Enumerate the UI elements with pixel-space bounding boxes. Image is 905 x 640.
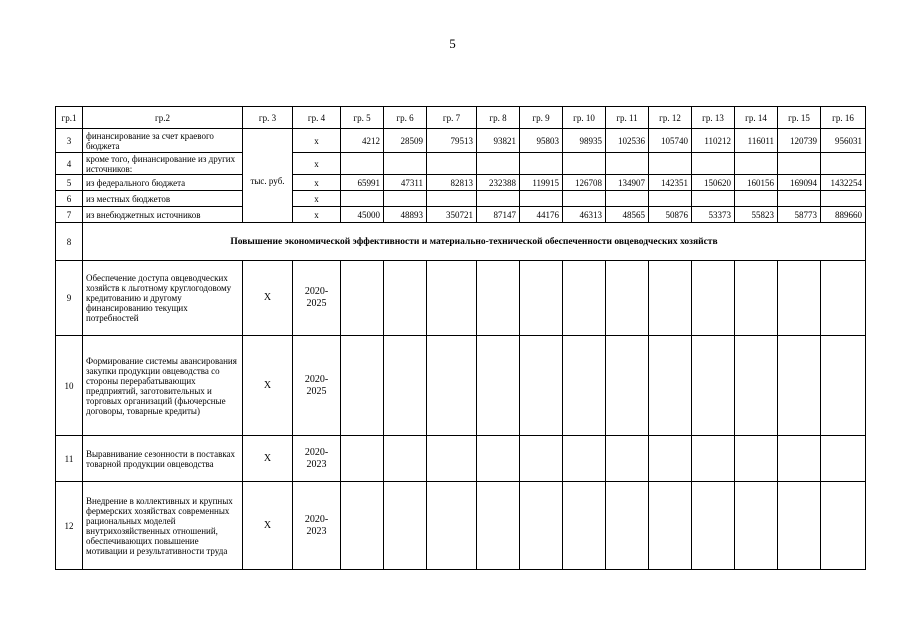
value-cell: 79513 xyxy=(427,129,477,153)
row-number: 3 xyxy=(56,129,83,153)
value-cell xyxy=(649,191,692,207)
empty-cell xyxy=(427,482,477,570)
value-cell: 889660 xyxy=(821,207,866,223)
value-cell xyxy=(606,191,649,207)
empty-cell xyxy=(427,436,477,482)
empty-cell xyxy=(477,261,520,336)
page-number: 5 xyxy=(449,36,456,51)
value-cell xyxy=(778,153,821,175)
column-header: гр. 3 xyxy=(243,107,293,129)
empty-cell xyxy=(649,336,692,436)
empty-cell xyxy=(821,482,866,570)
value-cell: 48565 xyxy=(606,207,649,223)
value-cell: 28509 xyxy=(384,129,427,153)
value-cell xyxy=(341,191,384,207)
g3-cell: Х xyxy=(243,336,293,436)
g4-cell: х xyxy=(293,153,341,175)
empty-cell xyxy=(778,336,821,436)
empty-cell xyxy=(692,482,735,570)
period-cell: 2020-2025 xyxy=(293,261,341,336)
value-cell: 82813 xyxy=(427,175,477,191)
empty-cell xyxy=(735,261,778,336)
column-header: гр.2 xyxy=(83,107,243,129)
measure-name: Обеспечение доступа овцеводческих хозяйств к льготному круглогодовому кредитованию и другому финансированию текущих потребностей xyxy=(83,261,243,336)
finance-row xyxy=(56,191,866,207)
measure-name: Выравнивание сезонности в поставках товарной продукции овцеводства xyxy=(83,436,243,482)
value-cell xyxy=(692,153,735,175)
g4-cell: х xyxy=(293,129,341,153)
column-header: гр. 16 xyxy=(821,107,866,129)
measure-row xyxy=(56,436,866,482)
section-row xyxy=(56,223,866,261)
value-cell: 1432254 xyxy=(821,175,866,191)
empty-cell xyxy=(606,261,649,336)
value-cell xyxy=(563,153,606,175)
empty-cell xyxy=(735,336,778,436)
g3-cell: Х xyxy=(243,482,293,570)
column-header: гр. 12 xyxy=(649,107,692,129)
row-name: финансирование за счет краевого бюджета xyxy=(83,129,243,153)
empty-cell xyxy=(606,436,649,482)
value-cell xyxy=(384,191,427,207)
value-cell: 45000 xyxy=(341,207,384,223)
value-cell: 95803 xyxy=(520,129,563,153)
empty-cell xyxy=(520,336,563,436)
empty-cell xyxy=(384,436,427,482)
empty-cell xyxy=(692,336,735,436)
empty-cell xyxy=(341,261,384,336)
finance-row xyxy=(56,207,866,223)
empty-cell xyxy=(384,336,427,436)
value-cell xyxy=(563,191,606,207)
empty-cell xyxy=(778,482,821,570)
column-header: гр. 15 xyxy=(778,107,821,129)
value-cell: 350721 xyxy=(427,207,477,223)
value-cell xyxy=(606,153,649,175)
value-cell: 110212 xyxy=(692,129,735,153)
column-header: гр. 4 xyxy=(293,107,341,129)
table-body xyxy=(56,107,866,570)
period-cell: 2020-2025 xyxy=(293,336,341,436)
unit-cell: тыс. руб. xyxy=(243,129,293,223)
value-cell: 50876 xyxy=(649,207,692,223)
row-number: 8 xyxy=(56,223,83,261)
value-cell xyxy=(821,153,866,175)
value-cell: 232388 xyxy=(477,175,520,191)
empty-cell xyxy=(821,336,866,436)
value-cell xyxy=(821,191,866,207)
measure-name: Внедрение в коллективных и крупных фермерских хозяйствах современных рациональных моделей внутрихозяйственных отношений, обеспечивающих повышение мотивации и результативности труда xyxy=(83,482,243,570)
value-cell: 53373 xyxy=(692,207,735,223)
empty-cell xyxy=(649,482,692,570)
value-cell: 4212 xyxy=(341,129,384,153)
g4-cell: х xyxy=(293,175,341,191)
value-cell: 47311 xyxy=(384,175,427,191)
row-number: 12 xyxy=(56,482,83,570)
column-header: гр. 6 xyxy=(384,107,427,129)
empty-cell xyxy=(649,261,692,336)
empty-cell xyxy=(692,261,735,336)
value-cell: 119915 xyxy=(520,175,563,191)
value-cell: 93821 xyxy=(477,129,520,153)
g4-cell: х xyxy=(293,191,341,207)
row-name: из местных бюджетов xyxy=(83,191,243,207)
row-number: 10 xyxy=(56,336,83,436)
value-cell: 58773 xyxy=(778,207,821,223)
measure-row xyxy=(56,482,866,570)
empty-cell xyxy=(477,436,520,482)
value-cell: 126708 xyxy=(563,175,606,191)
value-cell: 169094 xyxy=(778,175,821,191)
header-row xyxy=(56,107,866,129)
value-cell: 102536 xyxy=(606,129,649,153)
empty-cell xyxy=(520,436,563,482)
column-header: гр. 9 xyxy=(520,107,563,129)
value-cell: 44176 xyxy=(520,207,563,223)
value-cell xyxy=(477,153,520,175)
g3-cell: Х xyxy=(243,261,293,336)
empty-cell xyxy=(778,436,821,482)
period-cell: 2020-2023 xyxy=(293,436,341,482)
value-cell: 160156 xyxy=(735,175,778,191)
row-name: из внебюджетных источников xyxy=(83,207,243,223)
row-name: кроме того, финансирование из других источников: xyxy=(83,153,243,175)
empty-cell xyxy=(563,436,606,482)
empty-cell xyxy=(563,482,606,570)
row-number: 9 xyxy=(56,261,83,336)
program-table xyxy=(55,106,866,570)
measure-row xyxy=(56,336,866,436)
value-cell xyxy=(477,191,520,207)
value-cell: 142351 xyxy=(649,175,692,191)
g3-cell: Х xyxy=(243,436,293,482)
row-number: 7 xyxy=(56,207,83,223)
empty-cell xyxy=(563,336,606,436)
column-header: гр. 8 xyxy=(477,107,520,129)
measure-row xyxy=(56,261,866,336)
column-header: гр. 10 xyxy=(563,107,606,129)
value-cell: 46313 xyxy=(563,207,606,223)
value-cell xyxy=(427,153,477,175)
empty-cell xyxy=(606,336,649,436)
value-cell: 98935 xyxy=(563,129,606,153)
value-cell: 105740 xyxy=(649,129,692,153)
empty-cell xyxy=(735,482,778,570)
value-cell: 87147 xyxy=(477,207,520,223)
column-header: гр.1 xyxy=(56,107,83,129)
empty-cell xyxy=(692,436,735,482)
column-header: гр. 5 xyxy=(341,107,384,129)
empty-cell xyxy=(520,482,563,570)
row-number: 6 xyxy=(56,191,83,207)
empty-cell xyxy=(477,336,520,436)
empty-cell xyxy=(649,436,692,482)
empty-cell xyxy=(427,336,477,436)
value-cell xyxy=(520,191,563,207)
empty-cell xyxy=(427,261,477,336)
value-cell xyxy=(778,191,821,207)
value-cell xyxy=(427,191,477,207)
value-cell xyxy=(384,153,427,175)
finance-row xyxy=(56,129,866,153)
finance-row xyxy=(56,175,866,191)
row-number: 11 xyxy=(56,436,83,482)
value-cell: 116011 xyxy=(735,129,778,153)
column-header: гр. 7 xyxy=(427,107,477,129)
value-cell: 120739 xyxy=(778,129,821,153)
value-cell xyxy=(520,153,563,175)
empty-cell xyxy=(606,482,649,570)
column-header: гр. 14 xyxy=(735,107,778,129)
value-cell: 134907 xyxy=(606,175,649,191)
value-cell: 150620 xyxy=(692,175,735,191)
empty-cell xyxy=(821,261,866,336)
column-header: гр. 13 xyxy=(692,107,735,129)
g4-cell: х xyxy=(293,207,341,223)
empty-cell xyxy=(384,482,427,570)
value-cell: 48893 xyxy=(384,207,427,223)
value-cell xyxy=(735,191,778,207)
empty-cell xyxy=(520,261,563,336)
value-cell: 65991 xyxy=(341,175,384,191)
row-name: из федерального бюджета xyxy=(83,175,243,191)
value-cell xyxy=(649,153,692,175)
finance-row xyxy=(56,153,866,175)
empty-cell xyxy=(821,436,866,482)
row-number: 4 xyxy=(56,153,83,175)
empty-cell xyxy=(563,261,606,336)
empty-cell xyxy=(477,482,520,570)
empty-cell xyxy=(341,436,384,482)
column-header: гр. 11 xyxy=(606,107,649,129)
value-cell: 55823 xyxy=(735,207,778,223)
empty-cell xyxy=(384,261,427,336)
section-title: Повышение экономической эффективности и материально-технической обеспеченности овцеводческих хозяйств xyxy=(83,223,866,261)
value-cell: 956031 xyxy=(821,129,866,153)
period-cell: 2020-2023 xyxy=(293,482,341,570)
row-number: 5 xyxy=(56,175,83,191)
measure-name: Формирование системы авансирования закупки продукции овцеводства со стороны перерабатывающих предприятий, заготовительных и торговых организаций (фьючерсные договоры, товарные кредиты) xyxy=(83,336,243,436)
value-cell xyxy=(692,191,735,207)
value-cell xyxy=(735,153,778,175)
empty-cell xyxy=(341,336,384,436)
value-cell xyxy=(341,153,384,175)
empty-cell xyxy=(735,436,778,482)
empty-cell xyxy=(778,261,821,336)
empty-cell xyxy=(341,482,384,570)
